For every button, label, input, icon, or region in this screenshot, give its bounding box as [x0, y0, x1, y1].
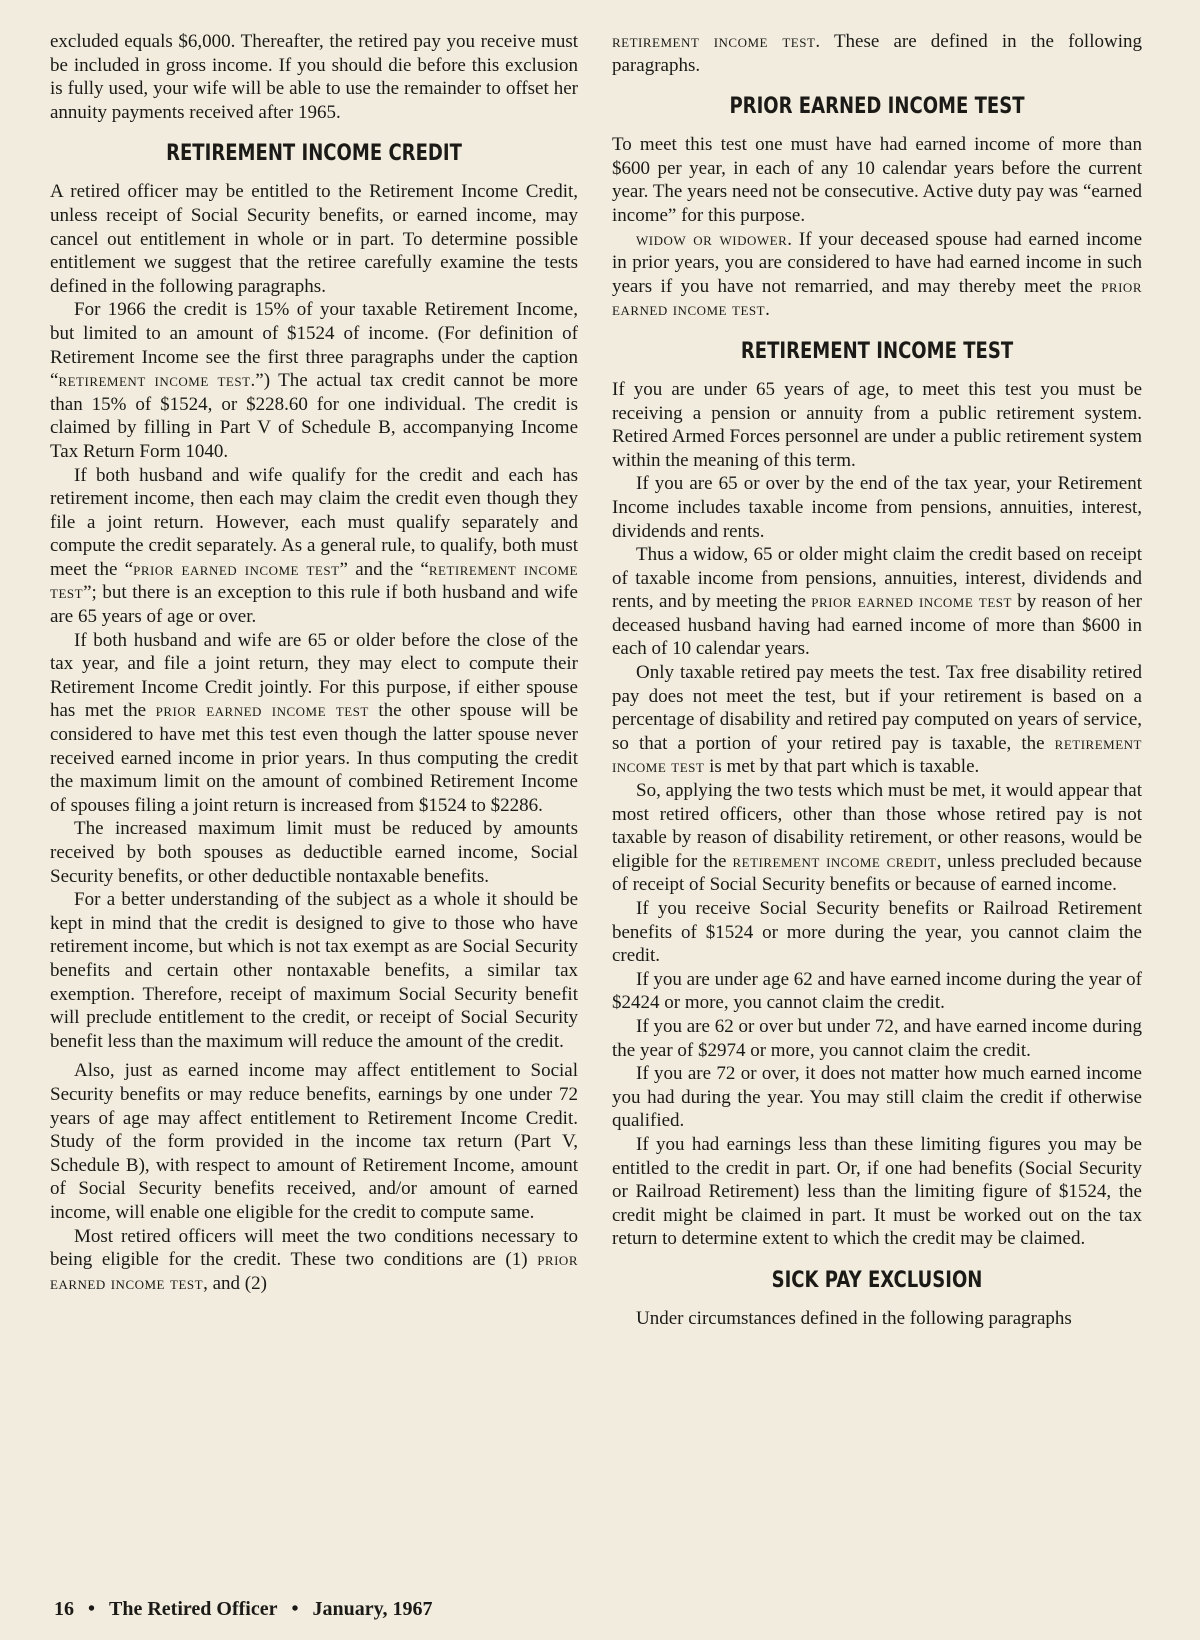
paragraph: To meet this test one must have had earned income of more than $600 per year, in each of any 10 calendar years before the current year. The years need not be consecutive. Active duty pay was “earned income” for this purpose.	[612, 134, 1142, 226]
paragraph-continuation: retirement income test. These are defined in the following paragraphs.	[612, 31, 1142, 76]
paragraph: If you are 62 or over but under 72, and have earned income during the year of $2974 or more, you cannot claim the credit.	[612, 1015, 1142, 1061]
paragraph: A retired officer may be entitled to the Retirement Income Credit, unless receipt of Social Security benefits, or earned income, may cancel out entitlement in whole or in part. To determine possible entitlement we suggest that the retiree carefully examine the tests defined in the following paragraphs.	[50, 181, 578, 297]
publication-name: The Retired Officer	[109, 1598, 278, 1620]
paragraph: Thus a widow, 65 or older might claim the credit based on receipt of taxable income from pensions, annuities, interest, dividends and rents, and by meeting the prior earned income test by reason of her deceased husband having had earned income of more than $600 in each of 10 calendar years.	[612, 544, 1143, 660]
page-number: 16	[54, 1598, 74, 1620]
paragraph: If you receive Social Security benefits or Railroad Retirement benefits of $1524 or more during the year, you cannot claim the credit.	[612, 898, 1142, 967]
left-column	[50, 30, 578, 1295]
paragraph: If both husband and wife qualify for the credit and each has retirement income, then each may claim the credit even though they file a joint return. However, each must qualify separately and compute the credit separately. As a general rule, to qualify, both must meet the “prior earned income test” and the “retirement income test”; but there is an exception to this rule if both husband and wife are 65 years of age or over.	[50, 464, 579, 628]
bullet-separator: •	[88, 1598, 96, 1620]
paragraph: widow or widower. If your deceased spouse had earned income in prior years, you are considered to have had earned income in such years if you have not remarried, and may thereby meet the prior earned income test.	[612, 228, 1142, 321]
paragraph: If you had earnings less than these limiting figures you may be entitled to the credit in part. Or, if one had benefits (Social Security or Railroad Retirement) less than the limiting figure of $1524, the credit might be claimed in part. It must be worked out on the tax return to determine extent to which the credit may be claimed.	[612, 1133, 1142, 1250]
heading-retirement-income-credit: RETIREMENT INCOME CREDIT	[166, 141, 462, 167]
paragraph: The increased maximum limit must be reduced by amounts received by both spouses as deductible earned income, Social Security benefits, or other deductible nontaxable benefits.	[50, 818, 578, 887]
paragraph-intro: excluded equals $6,000. Thereafter, the retired pay you receive must be included in gross income. If you should die before this exclusion is fully used, your wife will be able to use the remainder to offset her annuity payments received after 1965.	[50, 31, 578, 123]
page-footer	[54, 1598, 433, 1621]
paragraph: If you are under 65 years of age, to meet this test you must be receiving a pension or annuity from a public retirement system. Retired Armed Forces personnel are under a public retirement system within the meaning of this term.	[612, 378, 1142, 471]
paragraph: Only taxable retired pay meets the test. Tax free disability retired pay does not meet the test, but if your retirement is based on a percentage of disability and retired pay computed on years of service, so that a portion of your retired pay is taxable, the retirement income test is met by that part which is taxable.	[612, 662, 1142, 778]
paragraph: For a better understanding of the subject as a whole it should be kept in mind that the credit is designed to give to those who have retirement income, but which is not tax exempt as are Social Security benefits and certain other nontaxable benefits, a similar tax exemption. Therefore, receipt of maximum Social Security benefit will preclude entitlement to the credit, or receipt of Social Security benefit less than the maximum will reduce the amount of the credit.	[50, 889, 578, 1052]
bullet-separator: •	[291, 1598, 299, 1620]
paragraph: Most retired officers will meet the two conditions necessary to being eligible for the credit. These two conditions are (1) prior earned income test, and (2)	[50, 1225, 578, 1294]
right-column	[612, 30, 1142, 1331]
paragraph: If both husband and wife are 65 or older before the close of the tax year, and file a joint return, they may elect to compute their Retirement Income Credit jointly. For this purpose, if either spouse has met the prior earned income test the other spouse will be considered to have met this test even though the latter spouse never received earned income in prior years. In thus computing the credit the maximum limit on the amount of combined Retirement Income of spouses filing a joint return is increased from $1524 to $2286.	[50, 629, 578, 816]
issue-date: January, 1967	[312, 1598, 433, 1620]
heading-retirement-income-test: RETIREMENT INCOME TEST	[740, 338, 1014, 364]
paragraph: Also, just as earned income may affect entitlement to Social Security benefits or may reduce benefits, earnings by one under 72 years of age may affect entitlement to Retirement Income Credit. Study of the form provided in the income tax return (Part V, Schedule B), with respect to amount of Retirement Income, amount of Social Security benefits received, and/or amount of earned income, will enable one eligible for the credit to compute same.	[50, 1060, 578, 1223]
paragraph: If you are under age 62 and have earned income during the year of $2424 or more, you cannot claim the credit.	[612, 968, 1142, 1014]
paragraph: If you are 65 or over by the end of the tax year, your Retirement Income includes taxable income from pensions, annuities, interest, dividends and rents.	[612, 473, 1142, 542]
heading-sick-pay-exclusion: SICK PAY EXCLUSION	[771, 1267, 983, 1293]
heading-prior-earned-income-test: PRIOR EARNED INCOME TEST	[729, 94, 1025, 120]
paragraph: Under circumstances defined in the following paragraphs	[636, 1307, 1072, 1329]
paragraph: So, applying the two tests which must be met, it would appear that most retired officers, other than those whose retired pay is not taxable by reason of disability retirement, or other reasons, would be eligible for the retirement income credit, unless precluded because of receipt of Social Security benefits or because of earned income.	[612, 780, 1142, 896]
paragraph: If you are 72 or over, it does not matter how much earned income you had during the year. You may still claim the credit if otherwise qualified.	[612, 1063, 1142, 1132]
paragraph: For 1966 the credit is 15% of your taxable Retirement Income, but limited to an amount of $1524 of income. (For definition of Retirement Income see the first three paragraphs under the caption “retirement income test.”) The actual tax credit cannot be more than 15% of $1524, or $228.60 for one individual. The credit is claimed by filling in Part V of Schedule B, accompanying Income Tax Return Form 1040.	[50, 299, 578, 462]
